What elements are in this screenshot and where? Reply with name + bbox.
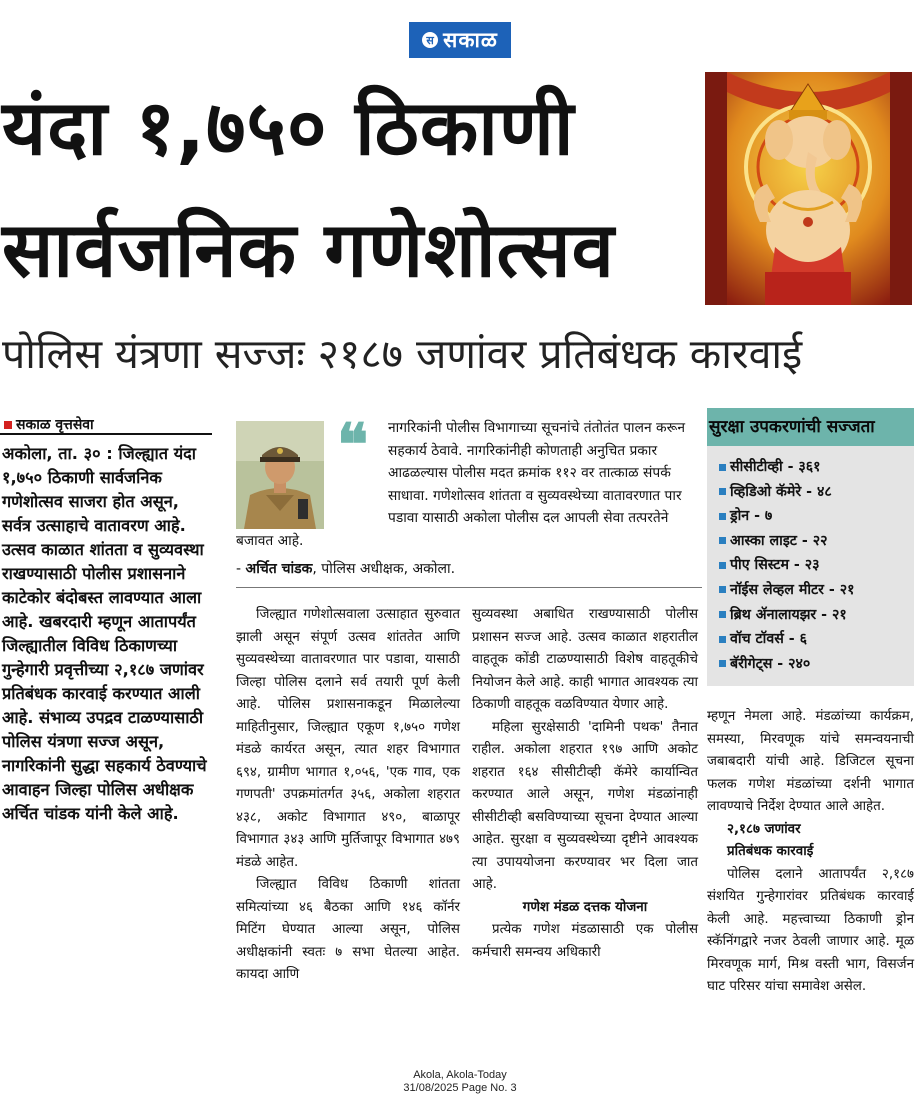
equipment-item bbox=[719, 504, 914, 529]
equipment-item-label: ड्रोन - ७ bbox=[730, 508, 773, 525]
ganesh-idol-photo bbox=[705, 72, 912, 305]
equipment-item-label: ब्रिथ ॲनालायझर - २१ bbox=[730, 606, 847, 623]
attribution-title: , पोलिस अधीक्षक, अकोला. bbox=[312, 561, 456, 577]
body-column-3 bbox=[707, 706, 914, 999]
equipment-item bbox=[719, 553, 914, 578]
quote-attribution bbox=[236, 559, 455, 578]
equipment-item-label: सीसीटीव्ही - ३६१ bbox=[730, 459, 821, 475]
square-bullet-icon bbox=[719, 611, 726, 618]
footer-date-page: 31/08/2025 Page No. 3 bbox=[403, 1082, 517, 1094]
square-bullet-icon bbox=[719, 636, 726, 643]
body-column-2 bbox=[472, 604, 698, 964]
equipment-list bbox=[707, 446, 914, 676]
equipment-item bbox=[719, 480, 914, 505]
col3-subheading-line-1: २,१८७ जणांवर bbox=[727, 821, 801, 837]
equipment-item-label: वॉच टॉवर्स - ६ bbox=[730, 631, 807, 648]
equipment-item bbox=[719, 529, 914, 554]
quote-divider bbox=[236, 587, 702, 588]
col2-subheading: गणेश मंडळ दत्तक योजना bbox=[522, 899, 648, 915]
col2-paragraph-2: महिला सुरक्षेसाठी 'दामिनी पथक' तैनात राहील. अकोला शहरात १९७ आणि अकोट शहरात १६४ सीसीटीव्ही कॅमेरे कार्यान्वित करण्यात आले असून, गणेश मंडळांनाही सीसीटीव्ही बसविण्याच्या सूचना देण्यात आल्या आहेत. सुरक्षा व सुव्यवस्थेच्या दृष्टीने आवश्यक त्या उपाययोजना करण्यावर भर दिला जात आहे. bbox=[472, 719, 698, 892]
equipment-item-label: आस्का लाइट - २२ bbox=[730, 532, 828, 549]
equipment-item bbox=[719, 455, 914, 480]
col3-paragraph-1: म्हणून नेमला आहे. मंडळांच्या कार्यक्रम, समस्या, मिरवणूक यांचे समन्वयनाची जबाबदारी यांची आहे. डिजिटल सूचना फलक गणेश मंडळांच्या दर्शनी भागात लावण्याचे निर्देश देण्यात आले आहेत. bbox=[707, 709, 914, 814]
equipment-item bbox=[719, 627, 914, 652]
headline-line-2: सार्वजनिक गणेशोत्सव bbox=[2, 205, 615, 294]
col3-subheading-line-2: प्रतिबंधक कारवाई bbox=[727, 844, 814, 859]
equipment-item-label: नॉईस लेव्हल मीटर - २१ bbox=[730, 581, 855, 598]
bureau-marker-icon bbox=[4, 421, 12, 429]
square-bullet-icon bbox=[719, 513, 726, 520]
equipment-item bbox=[719, 603, 914, 628]
square-bullet-icon bbox=[719, 464, 726, 471]
equipment-box-title: सुरक्षा उपकरणांची सज्जता bbox=[707, 408, 914, 446]
attribution-dash: - bbox=[236, 561, 246, 577]
bureau-name: सकाळ वृत्तसेवा bbox=[16, 417, 94, 433]
news-bureau-label bbox=[4, 415, 94, 434]
equipment-item bbox=[719, 652, 914, 677]
equipment-item-label: व्हिडिओ कॅमेरे - ४८ bbox=[730, 483, 832, 500]
officer-quote: नागरिकांनी पोलीस विभागाच्या सूचनांचे तंतोतंत पालन करून सहकार्य ठेवावे. नागरिकांनीही कोणताही अनुचित प्रकार आढळल्यास पोलीस मदत क्रमांक ११२ वर तात्काळ संपर्क साधावा. गणेशोत्सव शांतता व सुव्यवस्थेच्या वातावरणात पार पडावा यासाठी अकोला पोलीस दल आपली सेवा तत्परतेने बजावत आहे. bbox=[236, 420, 685, 549]
logo-text: सकाळ bbox=[443, 28, 498, 52]
equipment-item bbox=[719, 578, 914, 603]
col3-paragraph-2: पोलिस दलाने आतापर्यंत २,१८७ संशयित गुन्हेगारांवर प्रतिबंधक कारवाई केली आहे. महत्त्वाच्या ठिकाणी ड्रोन स्कॅनिंगद्वारे नजर ठेवली जाणार आहे. मूळ मिरवणूक मार्ग, मिश्र वस्ती भाग, विसर्जन घाट परिसर यांचा समावेश असेल. bbox=[707, 866, 914, 994]
square-bullet-icon bbox=[719, 586, 726, 593]
col1-paragraph-2: जिल्ह्यात विविध ठिकाणी शांतता समित्यांच्या ४६ बैठका आणि १४६ कॉर्नर मिटिंग घेण्यात आल्या असून, पोलिस अधीक्षकांनी स्वतः ७ सभा घेतल्या आहेत. कायदा आणि bbox=[236, 877, 460, 982]
quote-mark-icon: ❝ bbox=[337, 411, 369, 479]
headline-line-1: यंदा १,७५० ठिकाणी bbox=[2, 83, 575, 172]
footer-edition: Akola, Akola-Today bbox=[413, 1069, 507, 1081]
col2-paragraph-3: प्रत्येक गणेश मंडळासाठी एक पोलीस कर्मचारी समन्वय अधिकारी bbox=[472, 922, 698, 960]
intro-paragraph: अकोला, ता. ३० : जिल्ह्यात यंदा १,७५० ठिकाणी सार्वजनिक गणेशोत्सव साजरा होत असून, सर्वत्र उत्साहाचे वातावरण आहे. उत्सव काळात शांतता व सुव्यवस्था राखण्यासाठी पोलीस प्रशासनाने काटेकोर बंदोबस्त लावण्यात आला आहे. खबरदारी म्हणून आतापर्यंत जिल्ह्यातील विविध ठिकाणच्या गुन्हेगारी प्रवृत्तीच्या २,१८७ जणांवर प्रतिबंधक कारवाई करण्यात आली आहे. संभाव्य उपद्रव टाळण्यासाठी पोलिस यंत्रणा सज्ज असून, नागरिकांनी सुद्धा सहकार्य ठेवण्याचे आवाहन जिल्हा पोलिस अधीक्षक अर्चित चांडक यांनी केले आहे. bbox=[2, 444, 207, 823]
body-column-1 bbox=[236, 604, 460, 987]
square-bullet-icon bbox=[719, 562, 726, 569]
newspaper-logo bbox=[409, 22, 511, 58]
equipment-item-label: बॅरीगेट्स - २४० bbox=[730, 655, 811, 672]
security-equipment-box bbox=[707, 408, 914, 686]
square-bullet-icon bbox=[719, 488, 726, 495]
equipment-item-label: पीए सिस्टम - २३ bbox=[730, 557, 820, 574]
square-bullet-icon bbox=[719, 537, 726, 544]
col1-paragraph-1: जिल्ह्यात गणेशोत्सवाला उत्साहात सुरुवात झाली असून संपूर्ण उत्सव शांततेत आणि सुव्यवस्थेच्या वातावरणात पार पडावा, यासाठी जिल्हा पोलिस दलाने सर्व तयारी पूर्ण केली आहे. पोलिस प्रशासनाकडून मिळालेल्या माहितीनुसार, जिल्ह्यात एकूण १,७५० गणेश मंडळे कार्यरत असून, त्यात शहर विभागात ६९४, ग्रामीण भागात १,०५६, 'एक गाव, एक गणपती' उपक्रमांतर्गत ३५६, अकोला शहरात ४३८, अकोट विभागात ४९०, बाळापूर विभागात ३४३ आणि मुर्तिजापूर विभागात ४७९ मंडळे आहेत. bbox=[236, 607, 460, 870]
attribution-name: अर्चित चांडक bbox=[245, 561, 313, 577]
square-bullet-icon bbox=[719, 660, 726, 667]
bureau-divider bbox=[0, 433, 212, 435]
col2-paragraph-1: सुव्यवस्था अबाधित राखण्यासाठी पोलीस प्रशासन सज्ज आहे. उत्सव काळात शहरातील वाहतूक कोंडी टाळण्यासाठी विशेष वाहतूकीचे नियोजन केले आहे. काही भागात आवश्यक त्या ठिकाणी वाहतूक वळविण्यात येणार आहे. bbox=[472, 607, 698, 712]
logo-emblem-icon: स bbox=[422, 32, 438, 48]
sub-headline: पोलिस यंत्रणा सज्जः २१८७ जणांवर प्रतिबंधक कारवाई bbox=[2, 330, 803, 378]
